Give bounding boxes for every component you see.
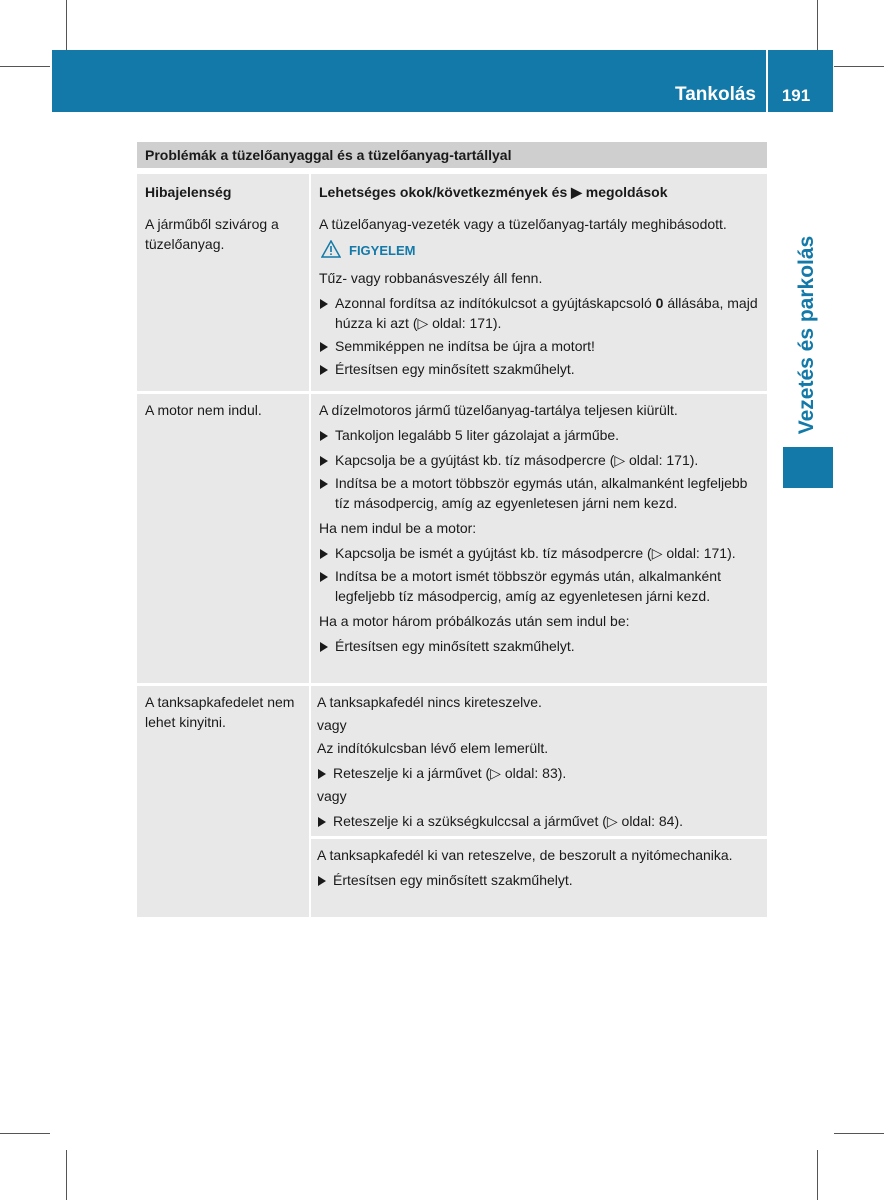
list-item-text: állásába, majd húzza ki azt (▷ oldal: 171). [335, 295, 758, 331]
list-item-text: Értesítsen egy minősített szakműhelyt. [335, 361, 575, 377]
crop-mark [834, 1133, 884, 1134]
list-item-text: Reteszelje ki a járművet (▷ oldal: 83). [333, 765, 567, 781]
bullet-arrow-icon [320, 456, 328, 466]
list-item [317, 870, 761, 890]
table-header-row [137, 174, 767, 208]
column-divider [309, 208, 311, 391]
list-item-text: Tankoljon legalább 5 liter gázolajat a járműbe. [335, 427, 620, 443]
switch-position: 0 [655, 295, 664, 311]
bullet-arrow-icon [320, 342, 328, 352]
list-item-text: Reteszelje ki a szükségkulccsal a járművet (▷ oldal: 84). [333, 813, 684, 829]
cause-cell [311, 208, 767, 391]
list-item [319, 359, 761, 379]
cause-cell [311, 686, 767, 836]
table-row [137, 394, 767, 683]
crop-mark [0, 66, 50, 67]
bullet-arrow-icon [318, 817, 326, 827]
list-item [319, 636, 761, 656]
crop-mark [0, 1133, 50, 1134]
crop-mark [66, 0, 67, 50]
bullet-arrow-icon [320, 365, 328, 375]
crop-mark [817, 1150, 818, 1200]
cause-text: A tanksapkafedél ki van reteszelve, de beszorult a nyitómechanika. [317, 847, 733, 863]
symptom-cell: A tanksapkafedelet nem lehet kinyitni. [145, 694, 295, 730]
list-item [319, 293, 761, 333]
cause-text: vagy [317, 788, 347, 804]
bullet-arrow-icon [318, 769, 326, 779]
page-title: Tankolás [675, 84, 756, 105]
crop-mark [817, 0, 818, 50]
bullet-arrow-icon [320, 549, 328, 559]
bullet-arrow-icon [320, 642, 328, 652]
warning-text: Tűz- vagy robbanásveszély áll fenn. [319, 270, 543, 286]
table-row [137, 208, 767, 391]
condition-text: Ha a motor három próbálkozás után sem indul be: [319, 613, 630, 629]
warning-label: FIGYELEM [349, 243, 416, 258]
list-item [319, 566, 761, 606]
bullet-arrow-icon [320, 479, 328, 489]
cause-text: A tüzelőanyag-vezeték vagy a tüzelőanyag-tartály meghibásodott. [319, 216, 727, 232]
list-item-text: Semmiképpen ne indítsa be újra a motort! [335, 338, 595, 354]
symptom-cell: A motor nem indul. [145, 402, 262, 418]
list-item [319, 543, 761, 563]
warning-box [321, 238, 761, 264]
list-item-text: Kapcsolja be ismét a gyújtást kb. tíz másodpercre (▷ oldal: 171). [335, 545, 736, 561]
column-divider [309, 394, 311, 683]
column-header-causes: Lehetséges okok/következmények és ▶ megoldások [319, 184, 668, 200]
cause-text: vagy [317, 717, 347, 733]
section-title: Problémák a tüzelőanyaggal és a tüzelőanyag-tartállyal [137, 142, 767, 168]
list-item [319, 425, 761, 445]
page-number: 191 [781, 86, 811, 105]
list-item-text: Azonnal fordítsa az indítókulcsot a gyújtáskapcsoló [335, 295, 656, 311]
cause-text: A dízelmotoros jármű tüzelőanyag-tartálya teljesen kiürült. [319, 402, 678, 418]
list-item [319, 450, 761, 470]
column-divider [309, 174, 311, 208]
bullet-arrow-icon [320, 299, 328, 309]
crop-mark [834, 66, 884, 67]
bullet-arrow-icon [320, 431, 328, 441]
list-item-text: Kapcsolja be a gyújtást kb. tíz másodpercre (▷ oldal: 171). [335, 452, 699, 468]
list-item-text: Értesítsen egy minősített szakműhelyt. [333, 872, 573, 888]
symptom-cell: A járműből szivárog a tüzelőanyag. [145, 216, 279, 252]
list-item [317, 763, 761, 783]
list-item [319, 473, 761, 513]
condition-text: Ha nem indul be a motor: [319, 520, 477, 536]
table-row-subcell [311, 839, 767, 917]
cause-text: A tanksapkafedél nincs kireteszelve. [317, 694, 542, 710]
bullet-arrow-icon [320, 572, 328, 582]
list-item-text: Indítsa be a motort többször egymás után, alkalmanként legfeljebb tíz másodpercig, amíg az egyenletesen járni nem kezd. [335, 475, 748, 511]
warning-triangle-icon [321, 240, 341, 263]
crop-mark [66, 1150, 67, 1200]
list-item-text: Indítsa be a motort ismét többször egymás után, alkalmanként legfeljebb tíz másodpercig, amíg az egyenletesen járni kezd. [335, 568, 721, 604]
cause-cell [311, 394, 767, 683]
list-item-text: Értesítsen egy minősített szakműhelyt. [335, 638, 575, 654]
side-tab-label: Vezetés és parkolás [795, 235, 818, 435]
list-item [319, 336, 761, 356]
column-header-symptom: Hibajelenség [145, 184, 232, 200]
bullet-arrow-icon [318, 876, 326, 886]
side-tab-marker [783, 447, 833, 488]
cause-cell [311, 839, 767, 917]
cause-text: Az indítókulcsban lévő elem lemerült. [317, 740, 549, 756]
list-item [317, 811, 761, 831]
table-row-subcell [311, 686, 767, 836]
